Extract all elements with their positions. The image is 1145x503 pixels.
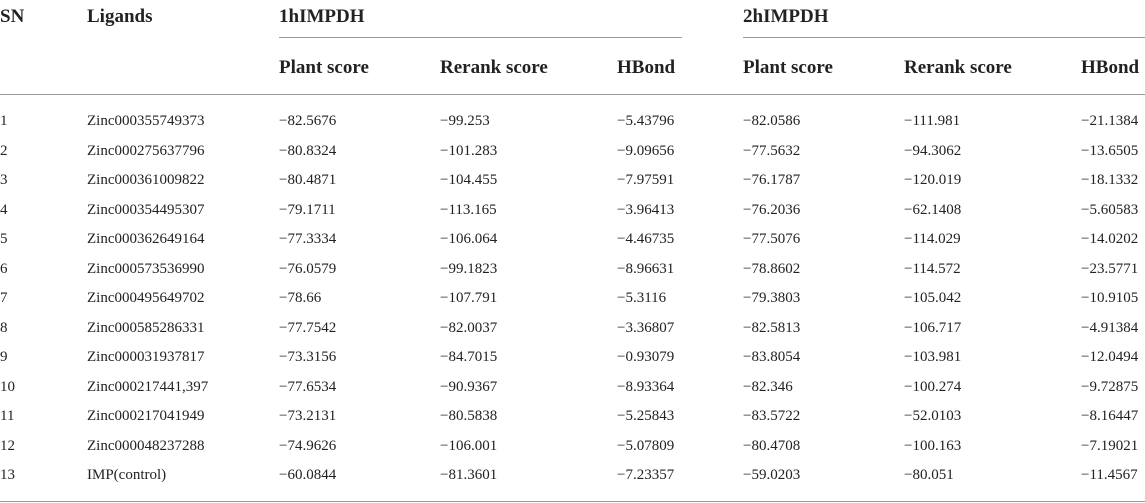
- hbond-2-cell: −21.1384: [1081, 113, 1139, 129]
- ligand-cell: Zinc000217041949: [87, 408, 205, 424]
- rerank-score-2-cell: −80.051: [904, 467, 954, 483]
- rerank-score-2-cell: −120.019: [904, 172, 962, 188]
- group-1-underline: [279, 37, 682, 38]
- ligand-cell: Zinc000217441,397: [87, 378, 209, 395]
- hbond-1-cell: −5.25843: [617, 408, 675, 424]
- sn-cell: 3: [0, 172, 8, 188]
- ligand-cell: Zinc000031937817: [87, 349, 205, 365]
- table-bottom-rule: [0, 501, 1145, 502]
- group-2-underline: [743, 37, 1145, 38]
- plant-score-2-cell: −80.4708: [743, 437, 801, 454]
- plant-score-1-cell: −60.0844: [279, 467, 337, 483]
- hbond-2-cell: −8.16447: [1081, 408, 1139, 424]
- plant-score-1-cell: −74.9626: [279, 437, 337, 454]
- plant-score-2-cell: −59.0203: [743, 467, 801, 483]
- rerank-score-1-cell: −80.5838: [440, 408, 498, 424]
- plant-score-1-cell: −77.7542: [279, 319, 337, 336]
- rerank-score-2-cell: −52.0103: [904, 408, 962, 424]
- header-rerank-score-1: Rerank score: [440, 57, 548, 78]
- rerank-score-2-cell: −106.717: [904, 319, 962, 336]
- header-hbond-1: HBond: [617, 57, 676, 78]
- hbond-1-cell: −5.43796: [617, 113, 675, 129]
- ligand-cell: Zinc000048237288: [87, 437, 205, 454]
- plant-score-1-cell: −77.3334: [279, 231, 337, 247]
- plant-score-2-cell: −83.5722: [743, 408, 801, 424]
- header-rerank-score-2: Rerank score: [904, 57, 1012, 78]
- plant-score-2-cell: −77.5076: [743, 231, 801, 247]
- plant-score-2-cell: −78.8602: [743, 260, 801, 277]
- hbond-2-cell: −14.0202: [1081, 231, 1139, 247]
- ligand-cell: Zinc000355749373: [87, 113, 205, 129]
- rerank-score-1-cell: −99.1823: [440, 260, 498, 277]
- plant-score-1-cell: −78.66: [279, 290, 322, 306]
- hbond-1-cell: −3.36807: [617, 319, 675, 336]
- header-group-2himpdh: 2hIMPDH: [743, 6, 829, 27]
- plant-score-2-cell: −76.2036: [743, 201, 801, 218]
- rerank-score-1-cell: −113.165: [440, 201, 497, 218]
- rerank-score-1-cell: −104.455: [440, 172, 498, 188]
- sn-cell: 1: [0, 113, 8, 129]
- sn-cell: 10: [0, 378, 15, 395]
- rerank-score-1-cell: −107.791: [440, 290, 498, 306]
- sn-cell: 2: [0, 142, 8, 159]
- hbond-1-cell: −7.97591: [617, 172, 675, 188]
- rerank-score-1-cell: −84.7015: [440, 349, 498, 365]
- hbond-2-cell: −10.9105: [1081, 290, 1139, 306]
- hbond-1-cell: −7.23357: [617, 467, 675, 483]
- plant-score-1-cell: −76.0579: [279, 260, 337, 277]
- ligand-cell: Zinc000361009822: [87, 172, 205, 188]
- rerank-score-1-cell: −81.3601: [440, 467, 498, 483]
- plant-score-1-cell: −79.1711: [279, 201, 336, 218]
- ligand-cell: Zinc000275637796: [87, 142, 205, 159]
- hbond-2-cell: −5.60583: [1081, 201, 1139, 218]
- hbond-2-cell: −9.72875: [1081, 378, 1139, 395]
- ligand-cell: Zinc000362649164: [87, 231, 205, 247]
- plant-score-2-cell: −83.8054: [743, 349, 801, 365]
- plant-score-2-cell: −82.346: [743, 378, 793, 395]
- plant-score-1-cell: −82.5676: [279, 113, 337, 129]
- plant-score-1-cell: −77.6534: [279, 378, 337, 395]
- plant-score-2-cell: −82.5813: [743, 319, 801, 336]
- hbond-2-cell: −4.91384: [1081, 319, 1139, 336]
- hbond-1-cell: −5.3116: [617, 290, 667, 306]
- plant-score-1-cell: −80.4871: [279, 172, 337, 188]
- rerank-score-1-cell: −101.283: [440, 142, 498, 159]
- plant-score-1-cell: −73.2131: [279, 408, 337, 424]
- header-bottom-rule: [0, 94, 1145, 95]
- header-ligands: Ligands: [87, 6, 153, 27]
- header-plant-score-2: Plant score: [743, 57, 833, 78]
- rerank-score-1-cell: −106.001: [440, 437, 498, 454]
- rerank-score-2-cell: −103.981: [904, 349, 962, 365]
- rerank-score-2-cell: −114.572: [904, 260, 961, 277]
- rerank-score-2-cell: −100.163: [904, 437, 962, 454]
- ligand-cell: Zinc000495649702: [87, 290, 205, 306]
- sn-cell: 6: [0, 260, 8, 277]
- hbond-1-cell: −8.96631: [617, 260, 675, 277]
- hbond-2-cell: −7.19021: [1081, 437, 1139, 454]
- plant-score-2-cell: −77.5632: [743, 142, 801, 159]
- rerank-score-2-cell: −111.981: [904, 113, 961, 129]
- hbond-2-cell: −23.5771: [1081, 260, 1139, 277]
- ligand-cell: Zinc000354495307: [87, 201, 205, 218]
- header-group-1himpdh: 1hIMPDH: [279, 6, 365, 27]
- hbond-2-cell: −11.4567: [1081, 467, 1138, 483]
- plant-score-2-cell: −76.1787: [743, 172, 801, 188]
- rerank-score-2-cell: −114.029: [904, 231, 961, 247]
- rerank-score-1-cell: −90.9367: [440, 378, 498, 395]
- plant-score-2-cell: −82.0586: [743, 113, 801, 129]
- ligand-cell: Zinc000585286331: [87, 319, 205, 336]
- header-sn: SN: [0, 6, 25, 27]
- hbond-2-cell: −18.1332: [1081, 172, 1139, 188]
- ligand-cell: Zinc000573536990: [87, 260, 205, 277]
- rerank-score-1-cell: −99.253: [440, 113, 490, 129]
- header-hbond-2: HBond: [1081, 57, 1140, 78]
- hbond-2-cell: −12.0494: [1081, 349, 1139, 365]
- rerank-score-1-cell: −82.0037: [440, 319, 498, 336]
- header-plant-score-1: Plant score: [279, 57, 369, 78]
- plant-score-1-cell: −80.8324: [279, 142, 337, 159]
- plant-score-2-cell: −79.3803: [743, 290, 801, 306]
- hbond-1-cell: −8.93364: [617, 378, 675, 395]
- hbond-1-cell: −5.07809: [617, 437, 675, 454]
- hbond-1-cell: −0.93079: [617, 349, 675, 365]
- hbond-1-cell: −9.09656: [617, 142, 675, 159]
- sn-cell: 7: [0, 290, 8, 306]
- rerank-score-2-cell: −100.274: [904, 378, 962, 395]
- sn-cell: 13: [0, 467, 15, 483]
- hbond-1-cell: −4.46735: [617, 231, 675, 247]
- hbond-1-cell: −3.96413: [617, 201, 675, 218]
- sn-cell: 9: [0, 349, 8, 365]
- hbond-2-cell: −13.6505: [1081, 142, 1139, 159]
- sn-cell: 4: [0, 201, 8, 218]
- sn-cell: 12: [0, 437, 15, 454]
- rerank-score-2-cell: −62.1408: [904, 201, 962, 218]
- ligand-cell: IMP(control): [87, 467, 167, 483]
- sn-cell: 8: [0, 319, 8, 336]
- sn-cell: 11: [0, 408, 15, 424]
- rerank-score-2-cell: −105.042: [904, 290, 962, 306]
- rerank-score-2-cell: −94.3062: [904, 142, 962, 159]
- sn-cell: 5: [0, 231, 8, 247]
- rerank-score-1-cell: −106.064: [440, 231, 498, 247]
- plant-score-1-cell: −73.3156: [279, 349, 337, 365]
